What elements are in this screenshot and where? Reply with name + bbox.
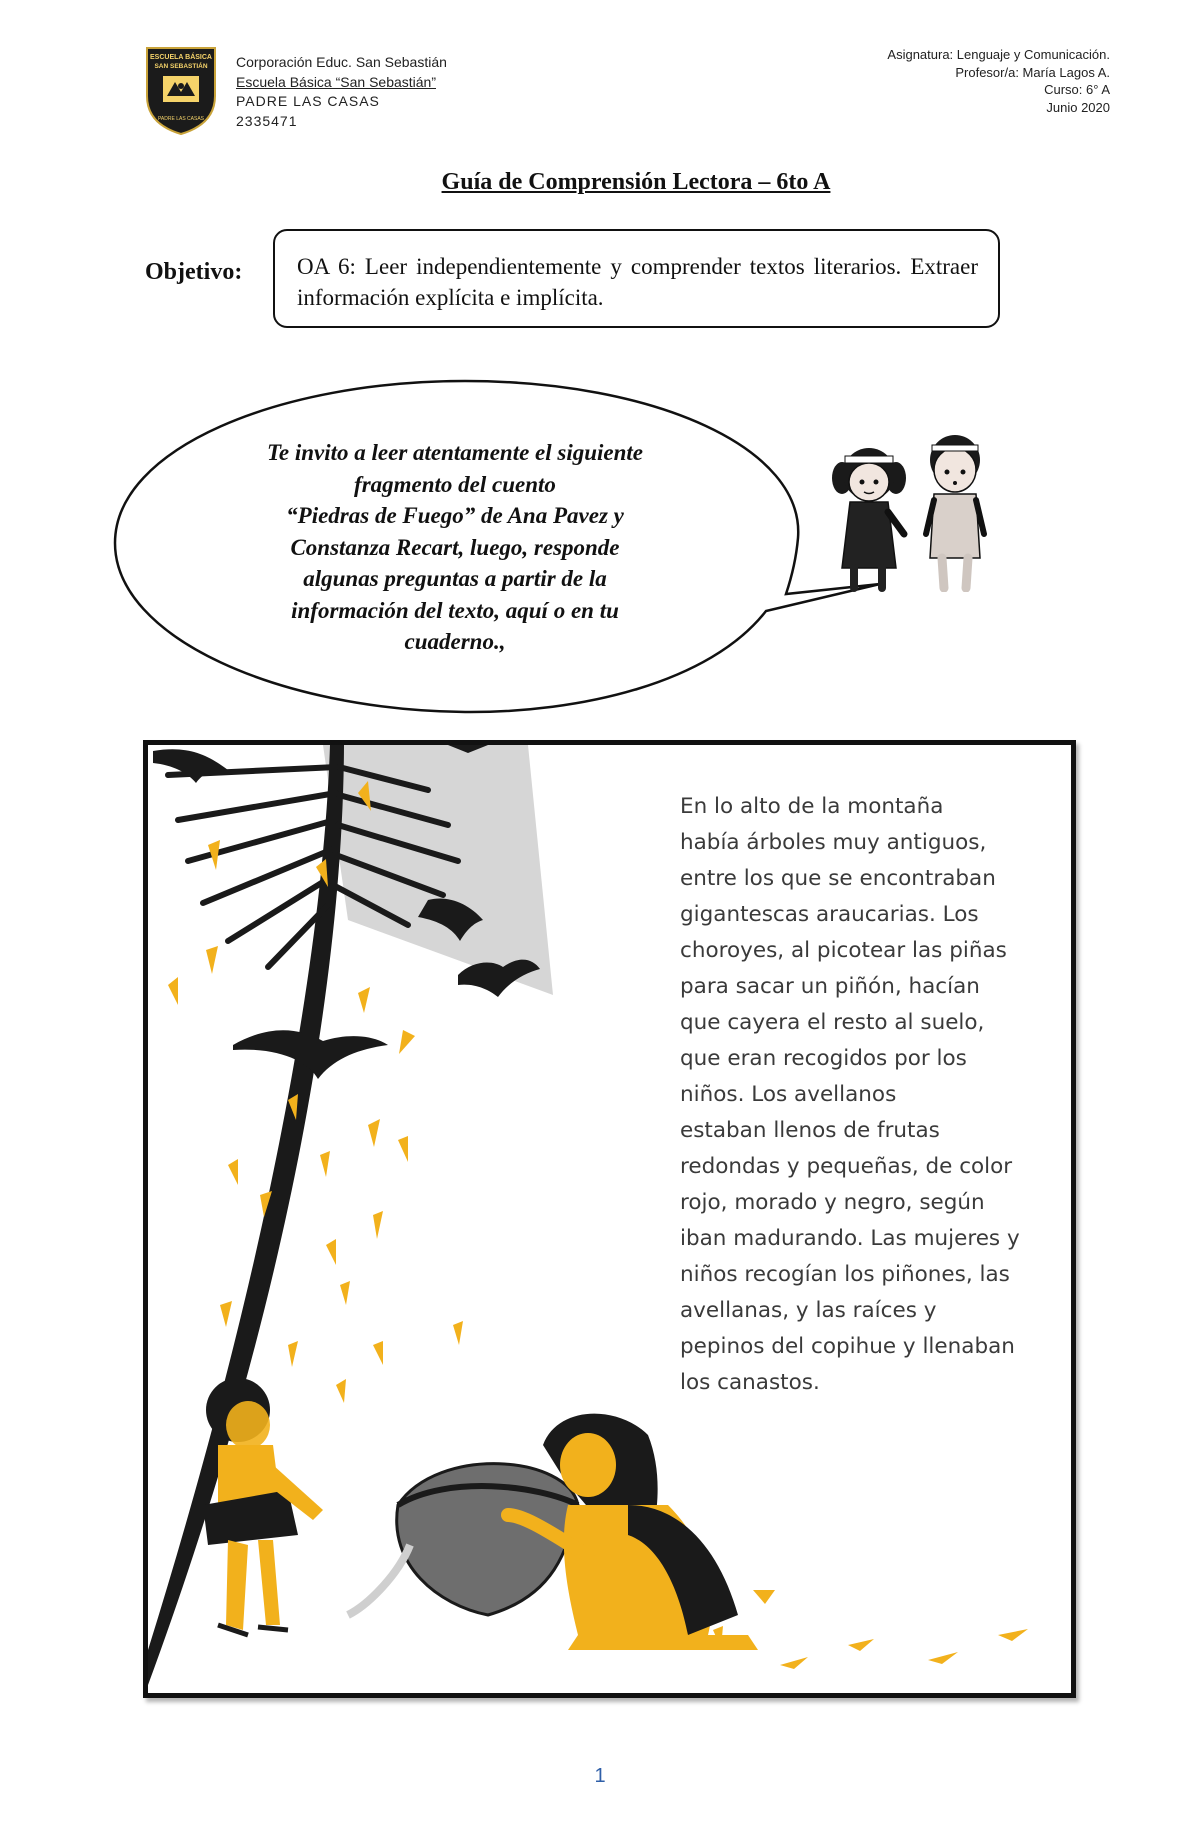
bubble-line-3: “Piedras de Fuego” de Ana Pavez y [286,503,624,528]
story-text: En lo alto de la montaña había árboles muy antiguos, entre los que se encontraban gigantescas araucarias. Los choroyes, al picotear las piñas para sacar un piñón, hacían que cayera el resto al suelo, que eran recogidos por los niños. Los avellanos estaban llenos de frutas redondas y pequeñas, de color rojo, morado y negro, según iban madurando. Las mujeres y niños recogían los piñones, las avellanas, y las raíces y pepinos del copihue y llenaban los canastos. [680,794,1020,1395]
speech-bubble-text [205,437,705,658]
date: Junio 2020 [1046,99,1110,115]
bubble-line-6: información del texto, aquí o en tu [291,597,619,623]
school-phone: 2335471 [236,112,298,129]
logo-line-1: ESCUELA BÁSICA [150,54,212,61]
grade: Curso: 6° A [1044,82,1110,97]
child-figure-icon [203,1378,323,1635]
school-city: PADRE LAS CASAS [236,93,380,109]
school-logo [145,46,217,136]
bubble-line-7: cuaderno., [404,629,506,654]
bubble-line-1: Te invito a leer atentamente el siguiente [266,440,644,465]
corporation-name: Corporación Educ. San Sebastián [236,54,447,70]
sky-shape [323,745,553,995]
objective-text: OA 6: Leer independientemente y comprender textos literarios. Extraer información explícita e implícita. [297,254,978,310]
children-illustration [830,430,1010,592]
guide-title: Guía de Comprensión Lectora – 6to A [441,169,831,195]
bubble-line-4: Constanza Recart, luego, responde [290,534,620,560]
logo-line-3: PADRE LAS CASAS [157,116,205,122]
objective-label: Objetivo: [145,259,243,285]
bubble-line-5: algunas preguntas a partir de la [303,566,607,591]
story-frame [143,740,1076,1698]
bubble-line-2: fragmento del cuento [354,471,556,497]
school-info [236,53,447,131]
objective-box [273,229,1000,328]
subject: Asignatura: Lenguaje y Comunicación. [887,47,1110,62]
teacher: Profesor/a: María Lagos A. [955,64,1110,80]
school-name: Escuela Básica “San Sebastián” [236,73,436,90]
course-info [887,46,1110,116]
boy-figure-icon [926,435,984,588]
page-number: 1 [594,1765,606,1787]
woman-figure-icon [348,1414,758,1650]
girl-figure-icon [832,448,906,588]
school-crest-icon [145,46,217,136]
logo-line-2: SAN SEBASTIÁN [154,63,208,70]
